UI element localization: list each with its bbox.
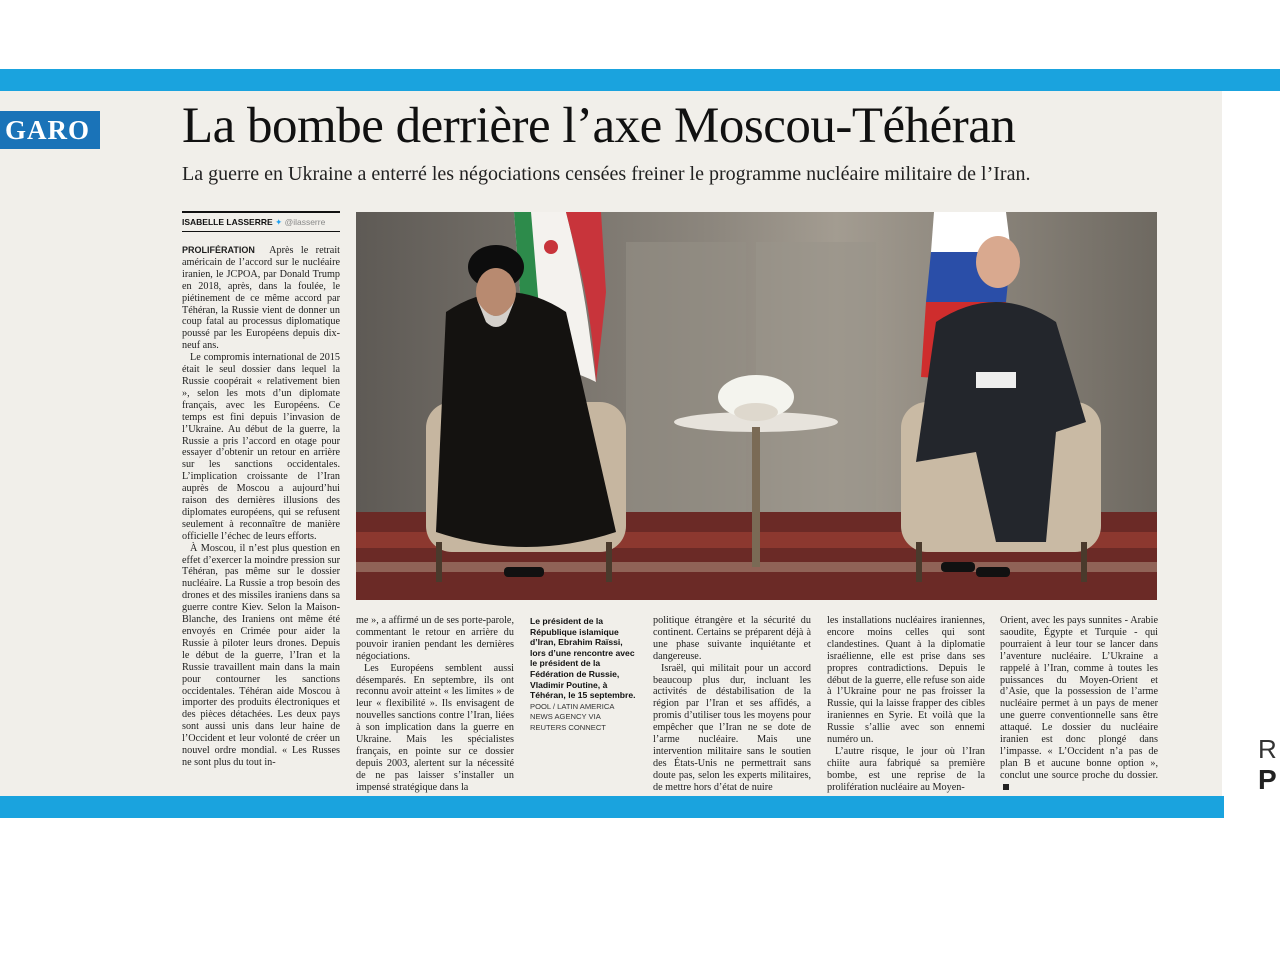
meeting-photo-illustration: [356, 212, 1157, 600]
top-accent-bar: [0, 69, 1280, 91]
channel-logo-text-2: P: [1258, 764, 1277, 795]
article-headline: La bombe derrière l’axe Moscou-Téhéran: [182, 98, 1016, 154]
newspaper-page: [0, 91, 1222, 796]
article-paragraph: PROLIFÉRATION Après le retrait américain de l’accord sur le nucléaire iranien, le JCPOA, par Donald Trump en 2018, après, dans la foulée, le piétinement de ce même accord par Téhéran, la Russie vient de donner un coup fatal au processus diplomatique poussé par les Européens depuis dix-neuf ans.: [182, 245, 340, 352]
article-paragraph: Israël, qui militait pour un accord beaucoup plus dur, incluant les activités de déstabilisation de la région par l’Iran et ses affidés, a promis d’utiliser tous les moyens pour empêcher que l’Iran ne se dote de l’arme nucléaire. Mais une intervention militaire sans le soutien des États-Unis ne permettrait sans doute pas, selon les experts militaires, de mettre hors d’état de nuire: [653, 662, 811, 793]
article-column-5: [1000, 615, 1158, 796]
article-photo: [356, 212, 1157, 600]
caption-text: Le président de la République islamique d’Iran, Ebrahim Raïssi, lors d’une rencontre avec le président de la Fédération de Russie, Vladimir Poutine, à Téhéran, le 15 septembre.: [530, 616, 636, 701]
article-column-3: [653, 615, 811, 796]
newspaper-masthead-logo: GARO: [0, 111, 100, 149]
byline-rule-top: [182, 211, 340, 213]
caption-credit: POOL / LATIN AMERICA NEWS AGENCY VIA REUTERS CONNECT: [530, 701, 614, 732]
photo-caption: [530, 616, 638, 734]
article-column-4: [827, 615, 985, 796]
author-name: ISABELLE LASSERRE: [182, 217, 273, 227]
channel-logo-text-1: R: [1258, 734, 1277, 764]
article-column-2: [356, 615, 514, 796]
byline-rule-bottom: [182, 231, 340, 232]
twitter-handle: @ilasserre: [284, 217, 326, 227]
article-paragraph: À Moscou, il n’est plus question en effet d’exercer la moindre pression sur Téhéran, pas même sur le dossier nucléaire. La Russie a trop besoin des drones et des missiles iraniens dans sa guerre contre Kiev. Selon la Maison-Blanche, des Iraniens ont même été envoyés en Crimée pour aider la Russie à piloter leurs drones. Depuis le début de la guerre, l’Iran et la Russie travaillent main dans la main pour contourner les sanctions occidentales. Téhéran aide Moscou à importer des produits électroniques et des pièces détachées. Les deux pays sont aussi unis dans leur haine de l’Occident et leur volonté de créer un nouvel ordre mondial. « Les Russes ne sont plus du tout in-: [182, 542, 340, 768]
channel-logo-overlay: [1224, 722, 1280, 818]
article-kicker: PROLIFÉRATION: [182, 245, 255, 255]
article-subheadline: La guerre en Ukraine a enterré les négociations censées freiner le programme nucléaire militaire de l’Iran.: [182, 163, 1031, 185]
article-paragraph: les installations nucléaires iraniennes, encore moins celles qui sont clandestines. Quant à la diplomatie israélienne, elle est prise dans ses propres contradictions. Depuis le début de la guerre, elle refuse son aide à l’Ukraine pour ne pas froisser la Russie, qui la laisse frapper des cibles iraniennes en Syrie. Et voilà que la Russie s’allie avec son ennemi numéro un.: [827, 615, 985, 746]
article-paragraph: politique étrangère et la sécurité du continent. Certains se préparent déjà à une phase suivante inquiétante et dangereuse.: [653, 615, 811, 662]
article-paragraph: Les Européens semblent aussi désemparés. En septembre, ils ont reconnu avoir atteint « les limites » de leur « flexibilité ». Ils envisagent de nouvelles sanctions contre l’Iran, liées à son implication dans la guerre en Ukraine. Mais les spécialistes français, en pointe sur ce dossier depuis 2003, alertent sur la nécessité de ne pas laisser s’installer un impensé stratégique dans la: [356, 662, 514, 793]
twitter-bird-icon: ✦: [275, 217, 283, 227]
bottom-accent-bar: [0, 796, 1280, 818]
article-paragraph: me », a affirmé un de ses porte-parole, commentant le retour en arrière du pouvoir iranien pendant les dernières négociations.: [356, 615, 514, 662]
article-paragraph: Le compromis international de 2015 était le seul dossier dans lequel la Russie coopérait « relativement bien », selon les mots d’un diplomate français, avec les Européens. Ce temps est fini depuis l’invasion de l’Ukraine. Au début de la guerre, la Russie a pris l’accord en otage pour essayer d’obtenir un retour en arrière sur les sanctions occidentales. L’implication croissante de l’Iran auprès de Moscou a aujourd’hui raison des dernières illusions des diplomates européens, qui se refusent seulement à reconnaître de manière officielle l’échec de leurs efforts.: [182, 352, 340, 542]
article-column-1: [182, 245, 340, 796]
byline: [182, 217, 325, 228]
article-paragraph: L’autre risque, le jour où l’Iran chiite aura fabriqué sa première bombe, est une reprise de la prolifération nucléaire au Moyen-: [827, 745, 985, 793]
article-end-mark: [1003, 784, 1009, 790]
article-paragraph: Orient, avec les pays sunnites - Arabie saoudite, Égypte et Turquie - qui pourraient à leur tour se lancer dans l’aventure nucléaire. L’Ukraine a rappelé à l’Iran, comme à toutes les puissances du Moyen-Orient et d’Asie, que la possession de l’arme nucléaire permet à un pays de mener une guerre conventionnelle sans être attaqué. Le dossier du nucléaire iranien est donc plongé dans l’impasse. « L’Occident n’a pas de plan B et aucune bonne option », conclut une source proche du dossier.: [1000, 615, 1158, 794]
